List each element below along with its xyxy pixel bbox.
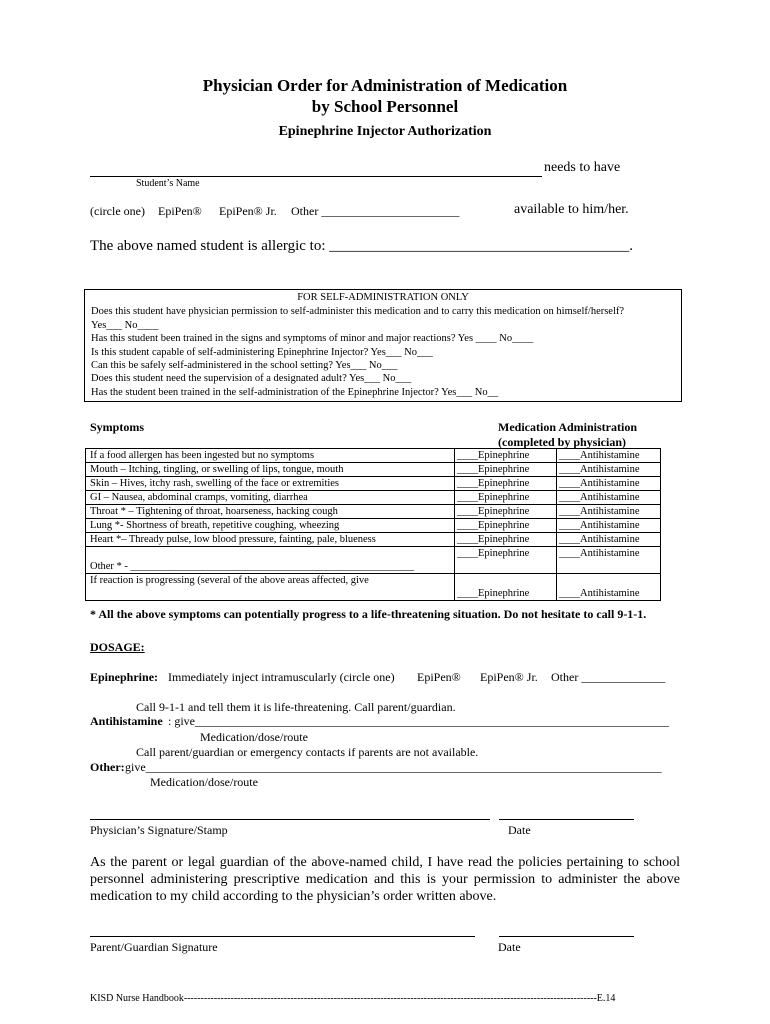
other-give-line[interactable]: give______________________________________________________________________________________ bbox=[125, 760, 662, 774]
student-name-line[interactable] bbox=[90, 176, 542, 177]
other-label: Other: bbox=[90, 760, 125, 774]
parent-statement-line-1: As the parent or legal guardian of the above-named child, I have read the policies pertaining to school bbox=[90, 855, 680, 870]
self-admin-q4[interactable]: Can this be safely self-administered in the school setting? Yes___ No___ bbox=[91, 360, 398, 371]
antihistamine-cell[interactable]: ____Antihistamine bbox=[557, 519, 661, 533]
epinephrine-cell[interactable]: ____Epinephrine bbox=[455, 519, 557, 533]
table-row bbox=[86, 491, 661, 505]
epinephrine-label: Epinephrine: bbox=[90, 670, 159, 684]
symptoms-header: Symptoms bbox=[90, 420, 145, 434]
symptom-cell: Throat * – Tightening of throat, hoarseness, hacking cough bbox=[86, 505, 455, 519]
epipen-option[interactable]: EpiPen® bbox=[158, 204, 202, 218]
epinephrine-cell[interactable]: ____Epinephrine bbox=[455, 449, 557, 463]
table-row bbox=[86, 477, 661, 491]
symptoms-table bbox=[85, 448, 661, 601]
page-title-1: Physician Order for Administration of Medication bbox=[202, 76, 568, 95]
self-admin-q2[interactable]: Has this student been trained in the signs and symptoms of minor and major reactions? Yes ____ No____ bbox=[91, 333, 534, 344]
self-admin-q1: Does this student have physician permission to self-administer this medication and to carry this medication on himself/herself? bbox=[91, 306, 625, 317]
med-admin-header-1: Medication Administration bbox=[498, 420, 638, 434]
needs-to-have-text: needs to have bbox=[544, 160, 621, 175]
antihistamine-cell[interactable]: ____Antihistamine bbox=[557, 491, 661, 505]
antihistamine-cell[interactable]: ____Antihistamine bbox=[557, 505, 661, 519]
available-text: available to him/her. bbox=[514, 202, 629, 217]
epinephrine-cell[interactable]: ____Epinephrine bbox=[455, 505, 557, 519]
physician-date-label: Date bbox=[508, 823, 531, 837]
epinephrine-cell[interactable]: ____Epinephrine bbox=[455, 491, 557, 505]
self-admin-q1-answer[interactable]: Yes___ No____ bbox=[91, 320, 159, 331]
dosage-other-option[interactable]: Other ______________ bbox=[551, 670, 666, 684]
parent-date-line[interactable] bbox=[499, 936, 634, 937]
physician-date-line[interactable] bbox=[499, 819, 634, 820]
table-row bbox=[86, 505, 661, 519]
symptom-cell: Skin – Hives, itchy rash, swelling of the face or extremities bbox=[86, 477, 455, 491]
antihistamine-cell[interactable]: ____Antihistamine bbox=[557, 449, 661, 463]
physician-signature-label: Physician’s Signature/Stamp bbox=[90, 823, 228, 837]
symptom-cell: Mouth – Itching, tingling, or swelling of lips, tongue, mouth bbox=[86, 463, 455, 477]
med-admin-header-2: (completed by physician) bbox=[498, 435, 627, 449]
other-option[interactable]: Other _______________________ bbox=[291, 204, 460, 218]
call-911-text: Call 9-1-1 and tell them it is life-threatening. Call parent/guardian. bbox=[136, 700, 456, 714]
circle-one-label: (circle one) bbox=[90, 204, 145, 218]
student-name-label: Student’s Name bbox=[136, 178, 200, 189]
warning-text: * All the above symptoms can potentially progress to a life-threatening situation. Do not hesitate to call 9-1-1. bbox=[90, 607, 647, 621]
medication-route-label-2: Medication/dose/route bbox=[150, 775, 258, 789]
parent-statement-line-2: personnel administering prescriptive medication and this is your permission to administer the above bbox=[90, 872, 680, 887]
epinephrine-cell[interactable]: ____Epinephrine bbox=[455, 574, 557, 601]
epinephrine-instruction: Immediately inject intramuscularly (circle one) bbox=[168, 670, 395, 684]
antihistamine-give-line[interactable]: : give_______________________________________________________________________________ bbox=[168, 714, 669, 728]
parent-signature-line[interactable] bbox=[90, 936, 475, 937]
antihistamine-cell[interactable]: ____Antihistamine bbox=[557, 477, 661, 491]
symptom-cell: GI – Nausea, abdominal cramps, vomiting, diarrhea bbox=[86, 491, 455, 505]
dosage-epipen-jr-option[interactable]: EpiPen® Jr. bbox=[480, 670, 538, 684]
allergic-to-line[interactable]: The above named student is allergic to: ________________________________________. bbox=[90, 238, 633, 254]
dosage-heading: DOSAGE: bbox=[90, 640, 145, 654]
antihistamine-label: Antihistamine bbox=[90, 714, 163, 728]
symptom-cell: If a food allergen has been ingested but no symptoms bbox=[86, 449, 455, 463]
self-admin-box bbox=[84, 289, 682, 402]
antihistamine-cell[interactable]: ____Antihistamine bbox=[557, 574, 661, 601]
parent-date-label: Date bbox=[498, 940, 521, 954]
table-row bbox=[86, 547, 661, 574]
table-row bbox=[86, 574, 661, 601]
epipen-jr-option[interactable]: EpiPen® Jr. bbox=[219, 204, 277, 218]
dosage-epipen-option[interactable]: EpiPen® bbox=[417, 670, 461, 684]
physician-signature-line[interactable] bbox=[90, 819, 490, 820]
table-row bbox=[86, 519, 661, 533]
medication-route-label-1: Medication/dose/route bbox=[200, 730, 308, 744]
page-title-2: by School Personnel bbox=[311, 97, 459, 116]
footer: KISD Nurse Handbook----------------------------------------------------------------------------------------------------------------------------E.14 bbox=[90, 993, 616, 1004]
epinephrine-cell[interactable]: ____Epinephrine bbox=[455, 463, 557, 477]
symptom-cell: Heart *– Thready pulse, low blood pressure, fainting, pale, blueness bbox=[86, 533, 455, 547]
antihistamine-cell[interactable]: ____Antihistamine bbox=[557, 533, 661, 547]
table-row bbox=[86, 449, 661, 463]
self-admin-q6[interactable]: Has the student been trained in the self-administration of the Epinephrine Injector? Yes___ No__ bbox=[91, 387, 499, 398]
self-admin-header: FOR SELF-ADMINISTRATION ONLY bbox=[297, 292, 469, 303]
self-admin-q3[interactable]: Is this student capable of self-administering Epinephrine Injector? Yes___ No___ bbox=[91, 347, 433, 358]
symptom-cell: If reaction is progressing (several of the above areas affected, give bbox=[86, 574, 455, 601]
parent-statement-line-3: medication to my child according to the physician’s order written above. bbox=[90, 889, 497, 904]
epinephrine-cell[interactable]: ____Epinephrine bbox=[455, 533, 557, 547]
call-parent-text: Call parent/guardian or emergency contacts if parents are not available. bbox=[136, 745, 479, 759]
table-row bbox=[86, 533, 661, 547]
antihistamine-cell[interactable]: ____Antihistamine bbox=[557, 463, 661, 477]
parent-signature-label: Parent/Guardian Signature bbox=[90, 940, 218, 954]
symptom-cell: Lung *- Shortness of breath, repetitive coughing, wheezing bbox=[86, 519, 455, 533]
epinephrine-cell[interactable]: ____Epinephrine bbox=[455, 477, 557, 491]
antihistamine-cell[interactable]: ____Antihistamine bbox=[557, 547, 661, 574]
page-subtitle: Epinephrine Injector Authorization bbox=[278, 124, 492, 139]
self-admin-q5[interactable]: Does this student need the supervision of a designated adult? Yes___ No___ bbox=[91, 373, 412, 384]
epinephrine-cell[interactable]: ____Epinephrine bbox=[455, 547, 557, 574]
table-row bbox=[86, 463, 661, 477]
symptom-cell-other[interactable]: Other * - ______________________________________________________ bbox=[86, 547, 455, 574]
